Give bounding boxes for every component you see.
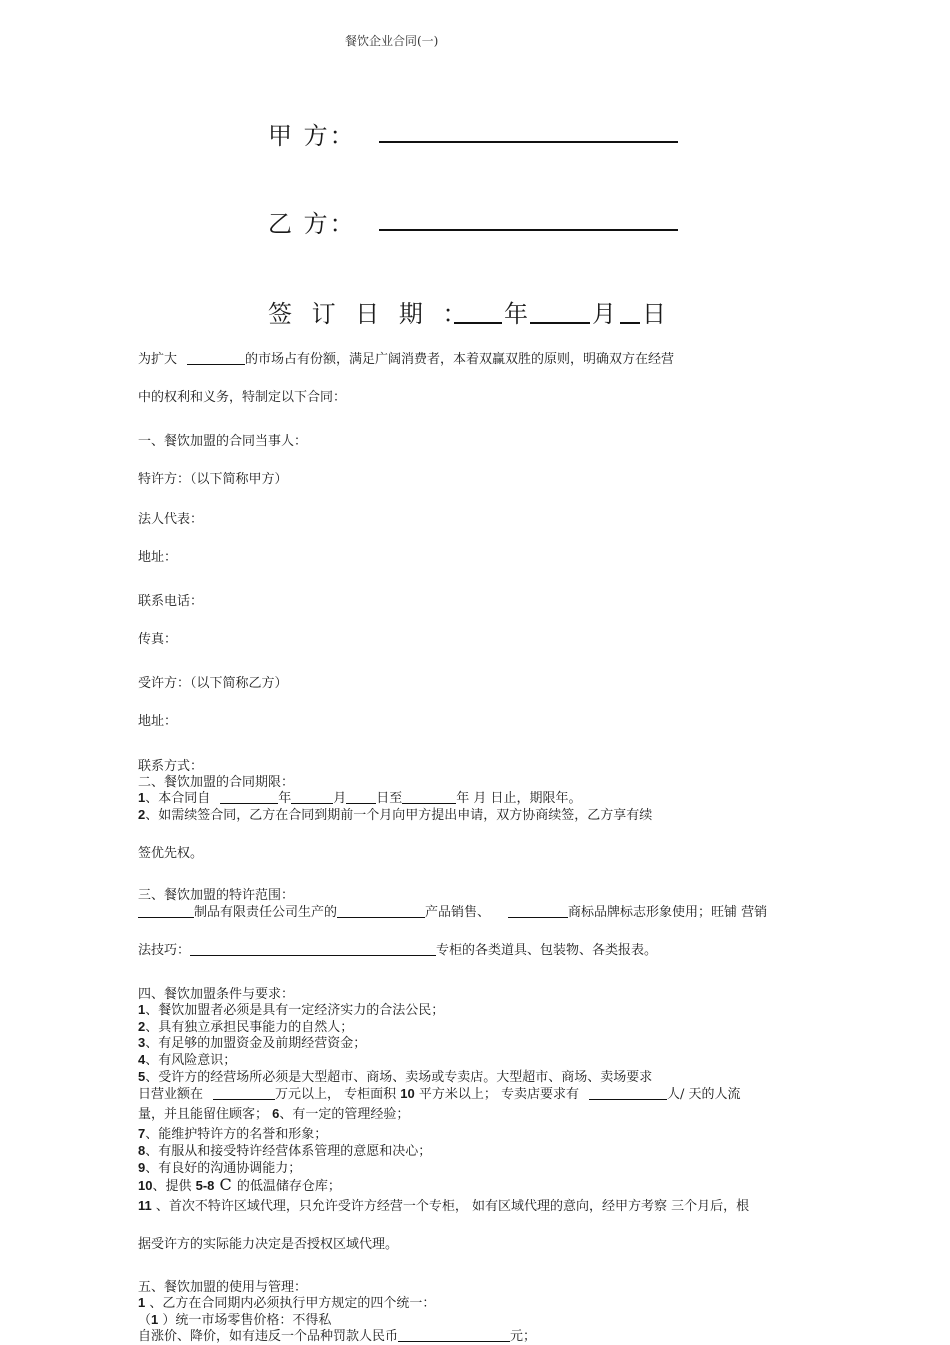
franchisor-label: 特许方：（以下简称甲方） bbox=[138, 472, 288, 487]
contact-label: 联系方式： bbox=[138, 759, 204, 774]
section-1-title: 一、餐饮加盟的合同当事人： bbox=[138, 434, 308, 449]
page-header: 餐饮企业合同(一) bbox=[345, 34, 439, 48]
party-b-label: 乙 方： bbox=[268, 210, 356, 238]
sign-month: 月 bbox=[592, 300, 616, 328]
sign-month-line bbox=[530, 322, 590, 324]
sign-date-label: 签 订 日 期 ： bbox=[268, 300, 473, 328]
party-a-line bbox=[379, 141, 678, 143]
condition-item-5: 5、受许方的经营场所必须是大型超市、商场、卖场或专卖店。大型超市、商场、卖场要求 bbox=[138, 1069, 653, 1085]
fax-label: 传真： bbox=[138, 632, 178, 647]
phone-label: 联系电话： bbox=[138, 594, 204, 609]
condition-item-9: 9、有良好的沟通协调能力； bbox=[138, 1160, 302, 1176]
sign-day: 日 bbox=[642, 300, 666, 328]
term-item-2: 2、如需续签合同，乙方在合同到期前一个月向甲方提出申请，双方协商续签，乙方享有续 bbox=[138, 807, 653, 823]
party-a-label: 甲 方： bbox=[268, 122, 356, 150]
management-item-1-1-cont: 自涨价、降价，如有违反一个品种罚款人民币 元； bbox=[138, 1329, 537, 1344]
condition-item-1: 1、餐饮加盟者必须是具有一定经济实力的合法公民； bbox=[138, 1002, 445, 1018]
intro-line-2: 中的权利和义务，特制定以下合同： bbox=[138, 390, 347, 405]
management-item-1: 1 、乙方在合同期内必须执行甲方规定的四个统一： bbox=[138, 1295, 436, 1311]
intro-line-1: 为扩大 的市场占有份额，满足广阔消费者，本着双赢双胜的原则，明确双方在经营 bbox=[138, 352, 675, 367]
condition-item-10: 10、提供 5-8 C 的低温储存仓库； bbox=[138, 1175, 341, 1194]
condition-item-11: 11 、首次不特许区域代理，只允许受许方经营一个专柜， 如有区域代理的意向，经甲方考察 三个月后，根 bbox=[138, 1198, 750, 1214]
term-item-2-cont: 签优先权。 bbox=[138, 846, 204, 861]
condition-item-11-cont: 据受许方的实际能力决定是否授权区域代理。 bbox=[138, 1237, 399, 1252]
condition-item-8: 8、有服从和接受特许经营体系管理的意愿和决心； bbox=[138, 1143, 432, 1159]
condition-item-5-cont2: 量，并且能留住顾客； 6、有一定的管理经验； bbox=[138, 1106, 410, 1122]
address-label: 地址： bbox=[138, 550, 178, 565]
condition-item-5-cont: 日营业额在 万元以上， 专柜面积 10 平方米以上； 专卖店要求有 人/ 天的人流 bbox=[138, 1086, 741, 1102]
sign-year: 年 bbox=[504, 300, 528, 328]
legal-rep-label: 法人代表： bbox=[138, 512, 204, 527]
condition-item-3: 3、有足够的加盟资金及前期经营资金； bbox=[138, 1035, 367, 1051]
condition-item-4: 4、有风险意识； bbox=[138, 1052, 237, 1068]
section-4-title: 四、餐饮加盟条件与要求： bbox=[138, 987, 295, 1002]
scope-line-2: 法技巧： 专柜的各类道具、包装物、各类报表。 bbox=[138, 943, 658, 958]
scope-line-1: 制品有限责任公司生产的 产品销售、 商标品牌标志形象使用；旺铺 营销 bbox=[138, 901, 767, 920]
section-5-title: 五、餐饮加盟的使用与管理： bbox=[138, 1280, 308, 1295]
condition-item-7: 7、能维护特许方的名誉和形象； bbox=[138, 1126, 328, 1142]
address2-label: 地址： bbox=[138, 714, 178, 729]
franchisee-label: 受许方：（以下简称乙方） bbox=[138, 676, 288, 691]
term-item-1: 1、本合同自 年 月 日至 年 月 日止，期限年。 bbox=[138, 790, 582, 806]
management-item-1-1: （1 ）统一市场零售价格：不得私 bbox=[138, 1312, 332, 1328]
sign-day-line bbox=[620, 322, 640, 324]
section-3-title: 三、餐饮加盟的特许范围： bbox=[138, 888, 295, 903]
condition-item-2: 2、具有独立承担民事能力的自然人； bbox=[138, 1019, 354, 1035]
section-2-title: 二、餐饮加盟的合同期限： bbox=[138, 775, 295, 790]
party-b-line bbox=[379, 229, 678, 231]
sign-year-line bbox=[454, 322, 502, 324]
